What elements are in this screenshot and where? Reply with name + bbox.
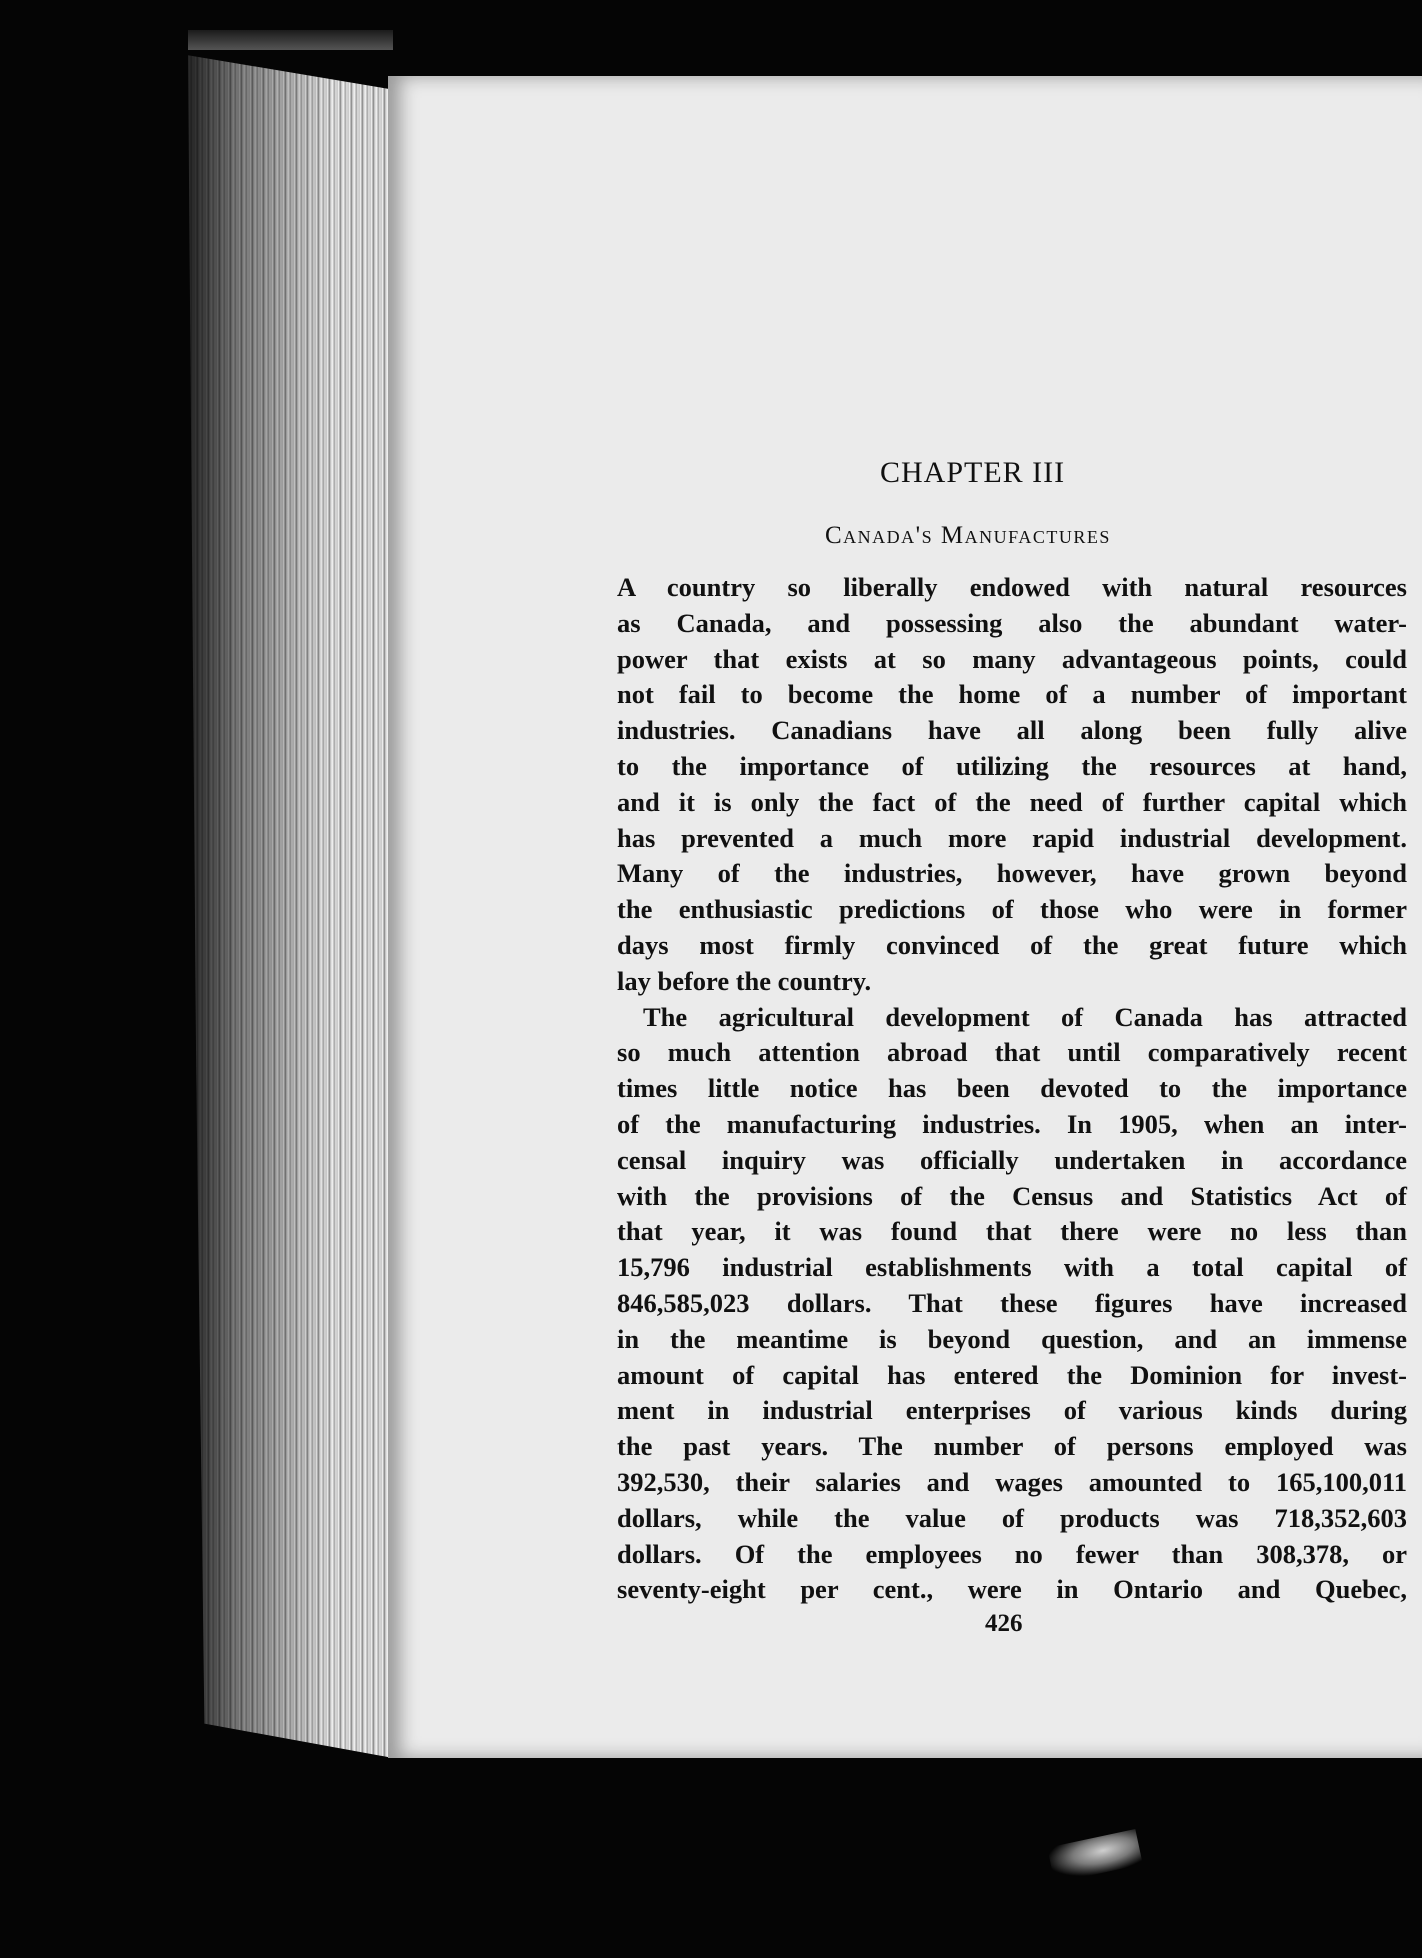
page-number: 426: [985, 1610, 1023, 1637]
book-page-edges: [188, 38, 393, 1758]
text-line: with the provisions of the Census and Statistics Act of: [617, 1180, 1407, 1211]
text-line: power that exists at so many advantageous points, could: [617, 643, 1407, 674]
chapter-title: CHAPTER III: [880, 456, 1066, 489]
book-top-edge: [188, 30, 393, 50]
text-line: The agricultural development of Canada has attracted: [643, 1001, 1407, 1032]
text-line: dollars, while the value of products was 718,352,603: [617, 1502, 1407, 1533]
text-line: not fail to become the home of a number of important: [617, 679, 1407, 710]
text-line: ment in industrial enterprises of various kinds during: [617, 1395, 1407, 1426]
text-line: in the meantime is beyond question, and an immense: [617, 1323, 1407, 1354]
paragraph-2: [617, 1000, 1407, 1609]
text-line: the past years. The number of persons employed was: [617, 1431, 1407, 1462]
text-line: and it is only the fact of the need of further capital which: [617, 786, 1407, 817]
text-line: the enthusiastic predictions of those who were in former: [617, 894, 1407, 925]
text-line: that year, it was found that there were no less than: [617, 1216, 1407, 1247]
chapter-subtitle: Canada's Manufactures: [825, 522, 1111, 549]
text-line: censal inquiry was officially undertaken in accordance: [617, 1144, 1407, 1175]
text-line: industries. Canadians have all along been fully alive: [617, 715, 1407, 746]
text-line: so much attention abroad that until comparatively recent: [617, 1037, 1407, 1068]
text-line: 15,796 industrial establishments with a total capital of: [617, 1252, 1407, 1283]
text-line: times little notice has been devoted to the importance: [617, 1073, 1407, 1104]
text-line: as Canada, and possessing also the abundant water-: [617, 607, 1407, 638]
paragraph-1: [617, 570, 1407, 1000]
text-line: of the manufacturing industries. In 1905, when an inter-: [617, 1108, 1407, 1139]
body-text: [617, 570, 1407, 1608]
text-line: 392,530, their salaries and wages amounted to 165,100,011: [617, 1466, 1407, 1497]
text-line: has prevented a much more rapid industrial development.: [617, 822, 1407, 853]
text-line: 846,585,023 dollars. That these figures have increased: [617, 1287, 1407, 1318]
text-line: dollars. Of the employees no fewer than 308,378, or: [617, 1538, 1407, 1569]
text-line: days most firmly convinced of the great future which: [617, 929, 1407, 960]
text-line: Many of the industries, however, have grown beyond: [617, 858, 1407, 889]
text-line: A country so liberally endowed with natural resources: [617, 572, 1407, 602]
text-line: seventy-eight per cent., were in Ontario and Quebec,: [617, 1574, 1407, 1605]
text-line: amount of capital has entered the Dominion for invest-: [617, 1359, 1407, 1390]
text-line: to the importance of utilizing the resources at hand,: [617, 750, 1407, 781]
text-line: lay before the country.: [617, 965, 872, 996]
